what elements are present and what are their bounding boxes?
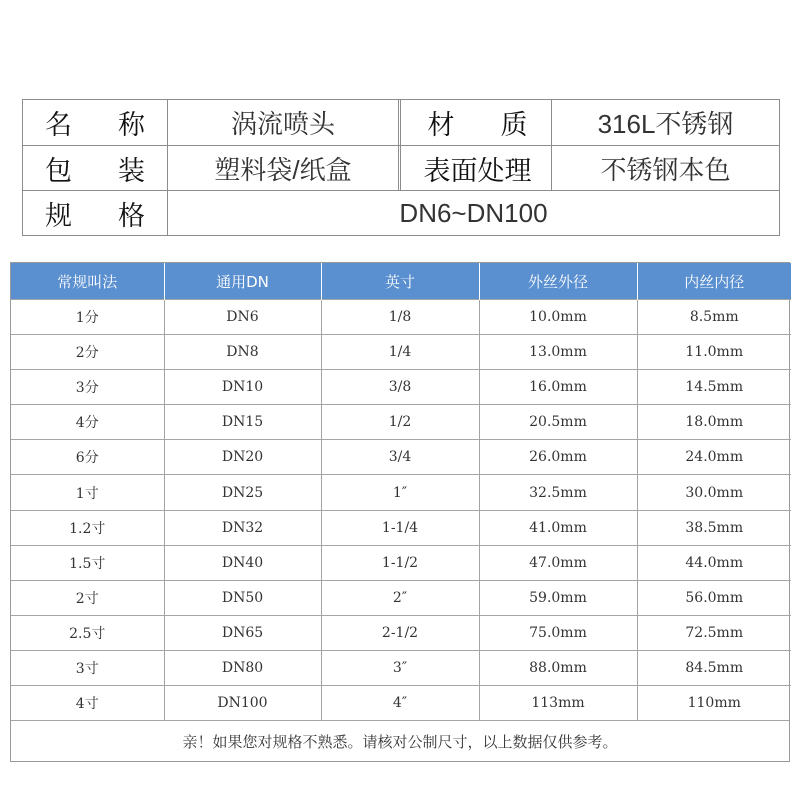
header-common-name: 常规叫法: [11, 263, 164, 300]
cell-inner-diameter: 38.5mm: [637, 510, 791, 545]
cell-dn: DN50: [164, 580, 321, 615]
spec-value-surface: 不锈钢本色: [600, 155, 731, 185]
spec-row-packaging: [23, 145, 779, 191]
cell-dn: DN100: [164, 686, 321, 721]
table-row: [11, 615, 791, 650]
cell-inner-diameter: 14.5mm: [637, 370, 791, 405]
cell-dn: DN10: [164, 370, 321, 405]
spec-row-name: [23, 100, 779, 145]
table-row: [11, 300, 791, 335]
table-row: [11, 440, 791, 475]
cell-common-name: 3寸: [11, 650, 164, 685]
cell-dn: DN15: [164, 405, 321, 440]
spec-label-char: 格: [118, 201, 145, 232]
spec-label-char: 包: [45, 156, 72, 187]
table-row: [11, 510, 791, 545]
cell-inner-diameter: 72.5mm: [637, 615, 791, 650]
cell-inch: 2″: [321, 580, 479, 615]
size-grid: [11, 263, 791, 720]
cell-common-name: 1分: [11, 300, 164, 335]
cell-inch: 1/4: [321, 335, 479, 370]
spec-label-packaging: [23, 146, 168, 191]
cell-common-name: 2.5寸: [11, 615, 164, 650]
cell-dn: DN65: [164, 615, 321, 650]
spec-label-size: [23, 191, 168, 236]
cell-inner-diameter: 8.5mm: [637, 300, 791, 335]
cell-common-name: 2寸: [11, 580, 164, 615]
cell-inner-diameter: 56.0mm: [637, 580, 791, 615]
cell-common-name: 1.5寸: [11, 545, 164, 580]
cell-inch: 1/2: [321, 405, 479, 440]
cell-common-name: 4寸: [11, 686, 164, 721]
cell-outer-diameter: 13.0mm: [479, 335, 637, 370]
cell-inch: 3″: [321, 650, 479, 685]
spec-table: [22, 99, 780, 236]
size-table: [10, 262, 790, 762]
size-header-row: [11, 263, 791, 300]
cell-dn: DN6: [164, 300, 321, 335]
cell-outer-diameter: 41.0mm: [479, 510, 637, 545]
spec-label-char: 称: [118, 110, 145, 141]
spec-label-char: 质: [500, 110, 528, 141]
header-inch: 英寸: [321, 263, 479, 300]
reference-note: 亲！如果您对规格不熟悉。请核对公制尺寸，以上数据仅供参考。: [11, 720, 789, 761]
cell-outer-diameter: 32.5mm: [479, 475, 637, 510]
spec-value-packaging: 塑料袋/纸盒: [168, 146, 401, 191]
cell-outer-diameter: 113mm: [479, 686, 637, 721]
spec-value-material: 316L不锈钢: [597, 109, 734, 139]
cell-dn: DN32: [164, 510, 321, 545]
cell-inner-diameter: 24.0mm: [637, 440, 791, 475]
cell-inner-diameter: 30.0mm: [637, 475, 791, 510]
spec-label-name: [23, 100, 168, 145]
table-row: [11, 370, 791, 405]
cell-common-name: 1.2寸: [11, 510, 164, 545]
header-outer-diameter: 外丝外径: [479, 263, 637, 300]
cell-inch: 1-1/2: [321, 545, 479, 580]
spec-row-size: [23, 190, 779, 236]
size-body: [11, 300, 791, 721]
cell-common-name: 4分: [11, 405, 164, 440]
cell-dn: DN20: [164, 440, 321, 475]
table-row: [11, 686, 791, 721]
spec-label-char: 规: [45, 201, 72, 232]
cell-inner-diameter: 84.5mm: [637, 650, 791, 685]
cell-inch: 3/8: [321, 370, 479, 405]
table-row: [11, 650, 791, 685]
cell-inch: 1/8: [321, 300, 479, 335]
cell-dn: DN80: [164, 650, 321, 685]
spec-label-material: [404, 100, 552, 145]
cell-dn: DN8: [164, 335, 321, 370]
spec-label-surface: 表面处理: [404, 146, 552, 191]
spec-label-char: 材: [427, 110, 455, 141]
cell-outer-diameter: 16.0mm: [479, 370, 637, 405]
table-row: [11, 475, 791, 510]
table-row: [11, 580, 791, 615]
cell-inner-diameter: 44.0mm: [637, 545, 791, 580]
cell-common-name: 1寸: [11, 475, 164, 510]
cell-inner-diameter: 11.0mm: [637, 335, 791, 370]
cell-common-name: 2分: [11, 335, 164, 370]
cell-outer-diameter: 20.5mm: [479, 405, 637, 440]
cell-inch: 4″: [321, 686, 479, 721]
table-row: [11, 545, 791, 580]
cell-common-name: 6分: [11, 440, 164, 475]
cell-inch: 3/4: [321, 440, 479, 475]
spec-value-name: 涡流喷头: [168, 100, 401, 145]
cell-inch: 1″: [321, 475, 479, 510]
cell-inner-diameter: 110mm: [637, 686, 791, 721]
cell-dn: DN25: [164, 475, 321, 510]
table-row: [11, 335, 791, 370]
cell-inch: 2-1/2: [321, 615, 479, 650]
cell-dn: DN40: [164, 545, 321, 580]
header-dn: 通用DN: [164, 263, 321, 300]
cell-outer-diameter: 75.0mm: [479, 615, 637, 650]
cell-outer-diameter: 10.0mm: [479, 300, 637, 335]
cell-outer-diameter: 47.0mm: [479, 545, 637, 580]
cell-common-name: 3分: [11, 370, 164, 405]
spec-label-char: 名: [45, 110, 72, 141]
cell-outer-diameter: 59.0mm: [479, 580, 637, 615]
cell-inch: 1-1/4: [321, 510, 479, 545]
cell-outer-diameter: 88.0mm: [479, 650, 637, 685]
cell-inner-diameter: 18.0mm: [637, 405, 791, 440]
header-inner-diameter: 内丝内径: [637, 263, 791, 300]
cell-outer-diameter: 26.0mm: [479, 440, 637, 475]
spec-value-size: DN6~DN100: [399, 198, 548, 228]
spec-label-char: 装: [118, 156, 145, 187]
table-row: [11, 405, 791, 440]
